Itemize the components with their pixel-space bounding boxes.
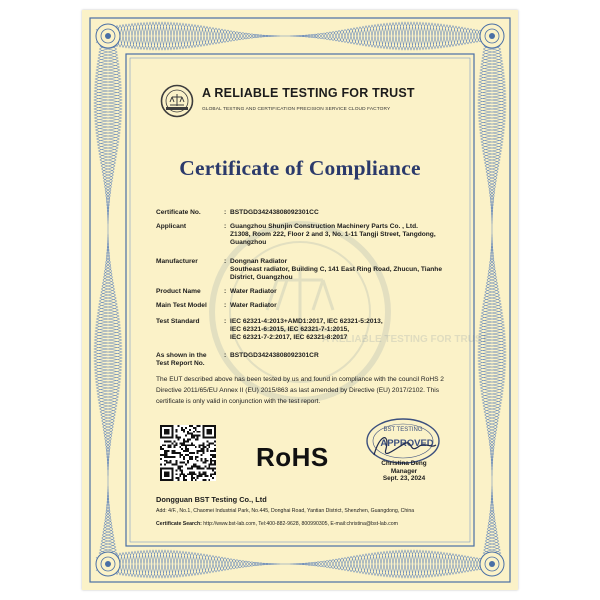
subtagline: GLOBAL TESTING AND CERTIFICATION PRECISION SERVICE CLOUD FACTORY [202, 107, 391, 112]
field-colon: : [224, 288, 227, 295]
field-colon: : [224, 209, 227, 216]
field-label: Main Test Model [156, 302, 207, 309]
certificate-sheet [82, 10, 518, 590]
field-value: BSTDGD34243808092301CC [230, 209, 319, 216]
field-label: Certificate No. [156, 209, 201, 216]
signer-block [364, 460, 444, 483]
signer-date: Sept. 23, 2024 [382, 475, 426, 482]
field-colon: : [224, 302, 227, 309]
watermark-text: A RELIABLE TESTING FOR TRUST [322, 334, 488, 345]
qr-code[interactable] [160, 425, 216, 481]
field-colon: : [224, 352, 227, 359]
field-value: IEC 62321-4:2013+AMD1:2017, IEC 62321-5:2013, IEC 62321-6:2015, IEC 62321-7-1:2015, IEC 62321-7-2:2017, IEC 62321-8:2017 [230, 318, 383, 341]
field-label: Test Standard [156, 318, 200, 325]
header [160, 84, 460, 124]
compliance-statement: The EUT described above has been tested by us and found in compliance with the council RoHS 2 Directive 2011/65/EU Annex II (EU) 2015/863 as last amended by Directive (EU) 2017/2102. This certificate is only valid in conjunction with the test report. [156, 376, 444, 405]
search-label: Certificate Search: [156, 521, 202, 527]
field-label: Applicant [156, 223, 187, 230]
field-colon: : [224, 223, 227, 230]
field-label: Product Name [156, 288, 201, 295]
tagline: A RELIABLE TESTING FOR TRUST [202, 86, 415, 100]
signer-name: Christina Deng [381, 460, 427, 467]
stamp-center-text: APPROVED [380, 438, 434, 449]
signer-title: Manager [390, 467, 418, 475]
field-value: Dongnan Radiator Southeast radiator, Building C, 141 East Ring Road, Zhucun, Tianhe District, Guangzhou [230, 258, 443, 281]
issuer-address: Add: 4/F., No.1, Chaomei Industrial Park, No.445, Donghai Road, Yantian District, Shenzhen, Guangdong, China [156, 508, 415, 514]
certificate-search [156, 521, 398, 527]
field-label: Manufacturer [156, 258, 198, 265]
field-value: Guangzhou Shunjin Construction Machinery Parts Co. , Ltd. Z1308, Room 222, Floor 2 and 3, No. 1-11 Tangji Street, Tangdong, Guangzhou [230, 223, 436, 246]
search-details[interactable]: http://www.bst-lab.com, Tel:400-882-9628, 800990305, E-mail:christina@bst-lab.com [203, 521, 398, 527]
field-value: BSTDGD34243808092301CR [230, 352, 319, 359]
field-label: As shown in the Test Report No. [156, 352, 207, 367]
field-value: Water Radiator [230, 288, 277, 295]
rohs-mark: RoHS [256, 442, 329, 472]
bst-seal-logo-icon [160, 84, 194, 118]
issuer-company: Dongguan BST Testing Co., Ltd [156, 495, 267, 504]
field-value: Water Radiator [230, 302, 277, 309]
stamp-top-text: BST TESTING [383, 427, 423, 433]
field-colon: : [224, 258, 227, 265]
field-colon: : [224, 318, 227, 325]
certificate-title: Certificate of Compliance [179, 156, 421, 180]
